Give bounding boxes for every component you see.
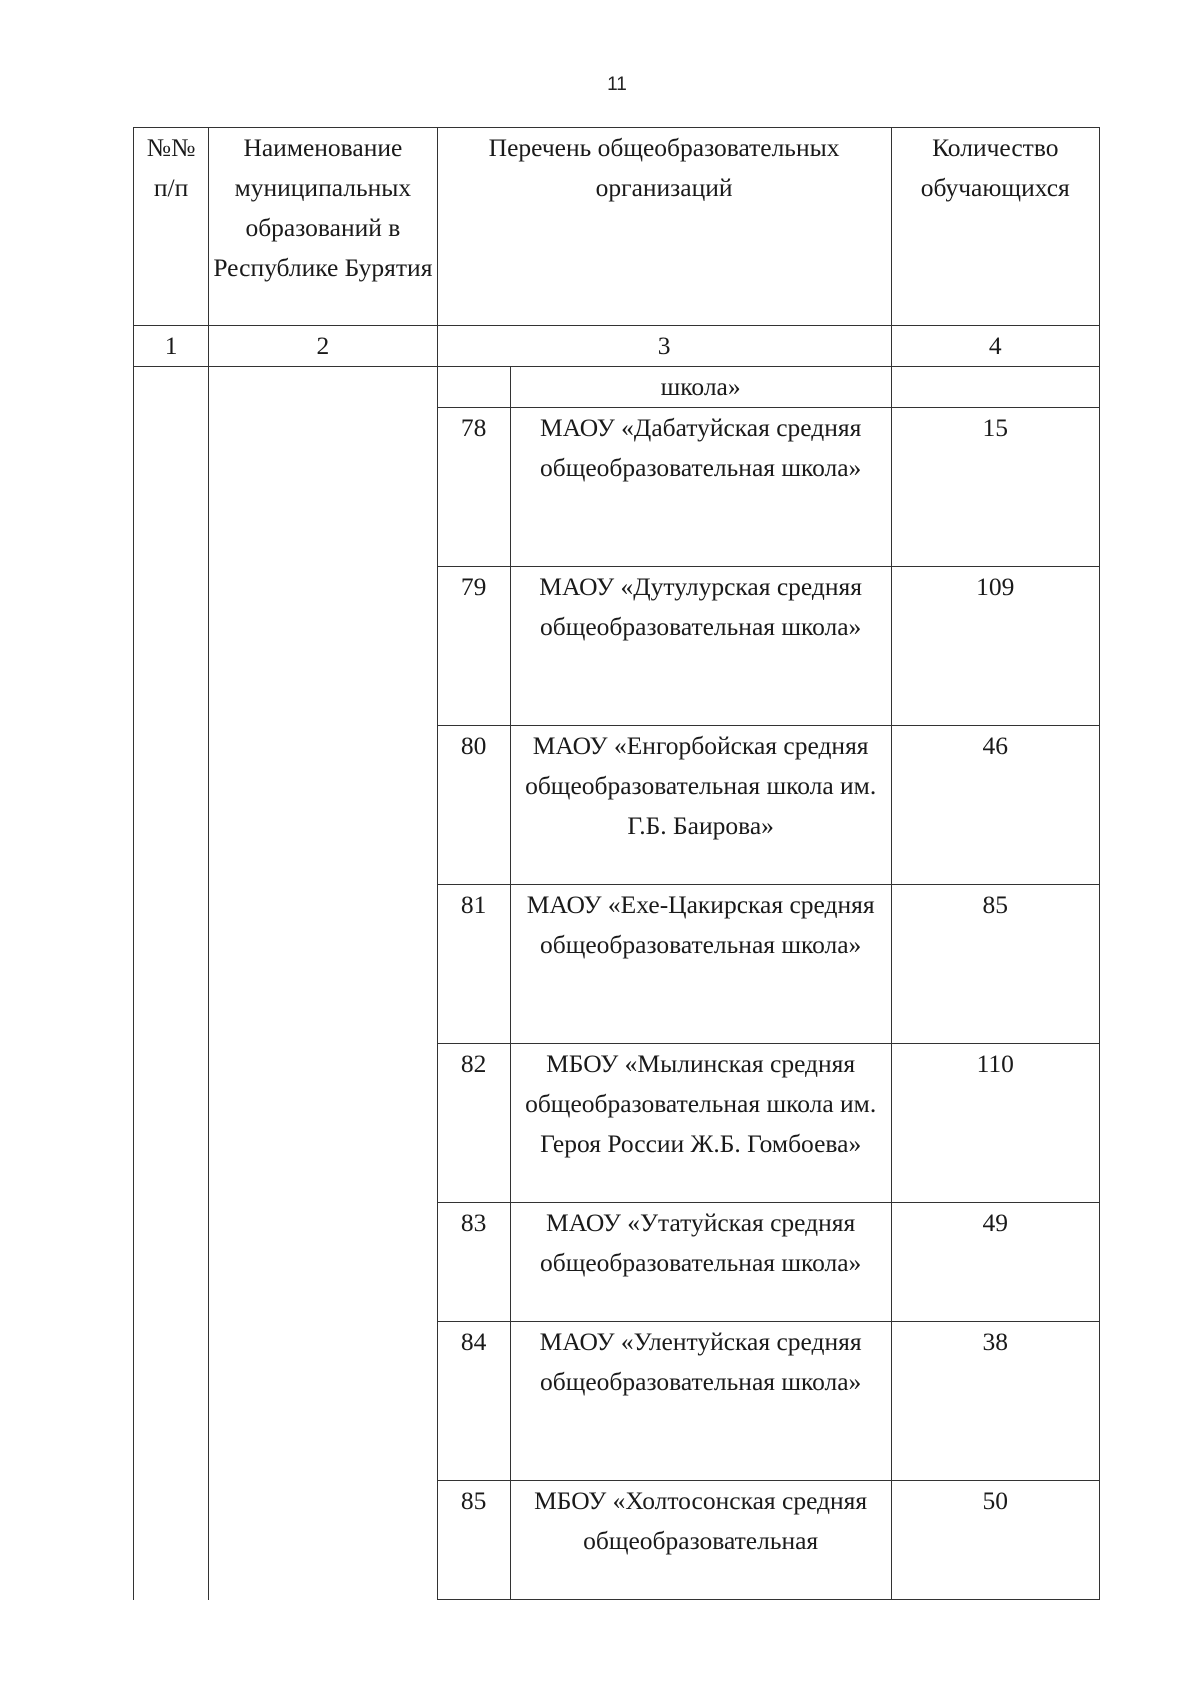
schools-table (133, 127, 1100, 1600)
school-name-cell: МАОУ «Дабатуйская средняя общеобразовательная школа» (510, 408, 891, 567)
school-name-cell: МАОУ «Ехе-Цакирская средняя общеобразовательная школа» (510, 885, 891, 1044)
municipality-blank-cell (209, 367, 437, 1600)
row-index-blank-cell (134, 367, 209, 1600)
header-count-cell: Количество обучающихся (891, 128, 1099, 326)
school-num-cell: 82 (437, 1044, 510, 1203)
school-name-cell: МАОУ «Утатуйская средняя общеобразовательная школа» (510, 1203, 891, 1322)
header-organizations-cell: Перечень общеобразовательных организаций (437, 128, 891, 326)
school-name-cell: МАОУ «Дутулурская средняя общеобразовательная школа» (510, 567, 891, 726)
school-name-cell: МБОУ «Холтосонская средняя общеобразовательная (510, 1481, 891, 1600)
column-number-2: 2 (209, 326, 437, 367)
school-name-cell: МАОУ «Енгорбойская средняя общеобразовательная школа им. Г.Б. Баирова» (510, 726, 891, 885)
student-count-cell: 46 (891, 726, 1099, 885)
column-number-4: 4 (891, 326, 1099, 367)
school-num-cell: 80 (437, 726, 510, 885)
header-number-cell: №№ п/п (134, 128, 209, 326)
page-number: 11 (607, 74, 627, 95)
column-numbers-row (134, 326, 1100, 367)
school-name-cell: МБОУ «Мылинская средняя общеобразовательная школа им. Героя России Ж.Б. Гомбоева» (510, 1044, 891, 1203)
table-header-row (134, 128, 1100, 326)
school-name-cell: МАОУ «Улентуйская средняя общеобразовательная школа» (510, 1322, 891, 1481)
school-num-cell: 84 (437, 1322, 510, 1481)
header-municipality-cell: Наименование муниципальных образований в Республике Бурятия (209, 128, 437, 326)
continuation-name-cell: школа» (510, 367, 891, 408)
column-number-1: 1 (134, 326, 209, 367)
column-number-3: 3 (437, 326, 891, 367)
school-num-cell: 78 (437, 408, 510, 567)
school-num-cell: 83 (437, 1203, 510, 1322)
student-count-cell: 50 (891, 1481, 1099, 1600)
student-count-cell: 15 (891, 408, 1099, 567)
student-count-cell: 49 (891, 1203, 1099, 1322)
student-count-cell: 109 (891, 567, 1099, 726)
student-count-cell: 38 (891, 1322, 1099, 1481)
student-count-cell: 110 (891, 1044, 1099, 1203)
school-num-cell: 85 (437, 1481, 510, 1600)
continuation-num-cell (437, 367, 510, 408)
school-num-cell: 79 (437, 567, 510, 726)
student-count-cell: 85 (891, 885, 1099, 1044)
continuation-count-cell (891, 367, 1099, 408)
school-num-cell: 81 (437, 885, 510, 1044)
continuation-row (134, 367, 1100, 408)
